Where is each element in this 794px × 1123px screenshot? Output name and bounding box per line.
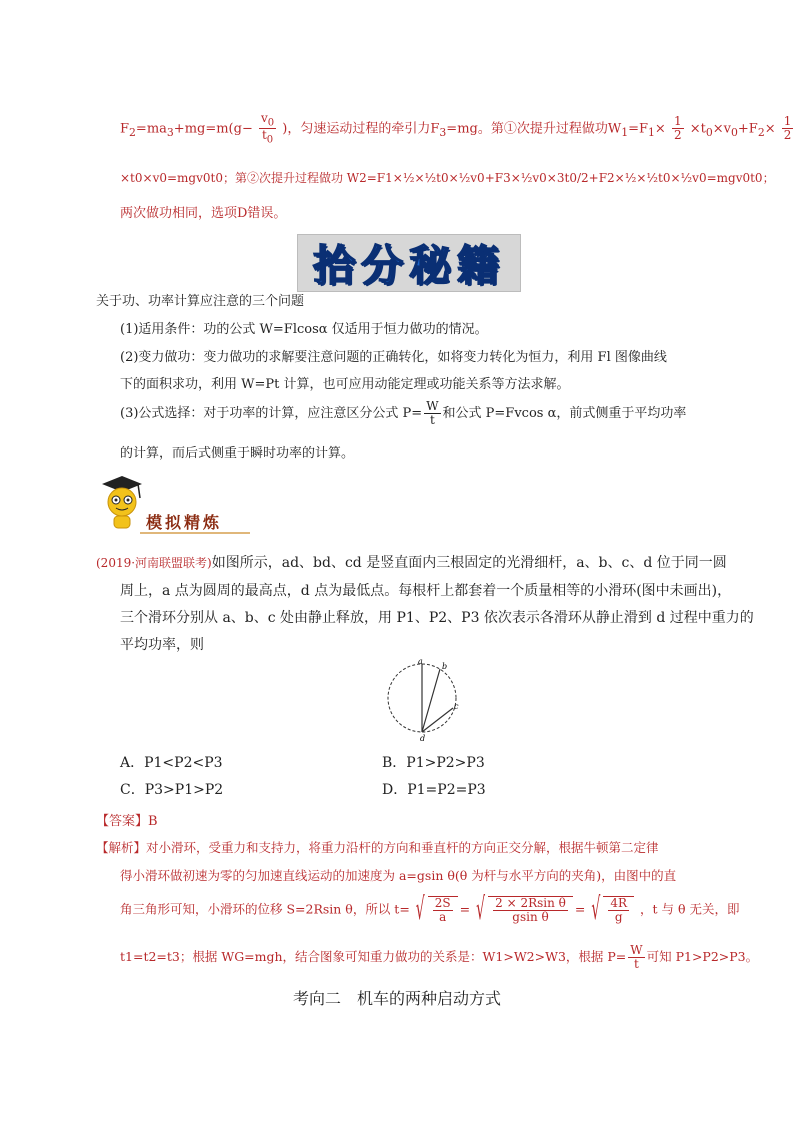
option-d: D．P1=P2=P3 — [382, 782, 486, 798]
solution-line-1: $F_2=ma_3+mg=m(g-$ $\frac{v_0}{t_0}$ )，匀速运动过程的牵引力$F_3=mg$。第①次提升过程做功$W_1=F_1\times$ $\frac{1}{2}$ $\times t_0\times v_0+F_2\times$ $\frac{1}{2}$ — [120, 111, 792, 146]
solution-line-2: ×t0×v0=mgv0t0；第②次提升过程做功 W2=F1×½×½t0×½v0+F3×½v0×3t0/2+F2×½×½t0×½v0=mgv0t0； — [120, 171, 775, 185]
label-b: b — [442, 662, 448, 671]
tips-banner — [297, 234, 521, 292]
answer-tag: 【答案】 — [96, 814, 149, 829]
tip-item-3-line-1: (3)公式选择：对于功率的计算，应注意区分公式 P= $\frac{W}{t}$ 和公式 P=Fvcos α，前式侧重于平均功率 — [120, 399, 687, 428]
label-c: c — [454, 702, 459, 711]
analysis-line-4: t1=t2=t3；根据 WG=mgh，结合图象可知重力做功的关系是：W1>W2>W3，根据 P= $\frac{W}{t}$ 可知 P1>P2>P3。 — [120, 943, 759, 972]
fraction-v0-t0: $\frac{v_0}{t_0}$ — [261, 111, 275, 146]
question-line-4: 平均功率，则 — [120, 637, 204, 653]
tip-item-3-line-2: 的计算，而后式侧重于瞬时功率的计算。 — [120, 446, 355, 461]
fraction-w-t-analysis: $\frac{W}{t}$ — [630, 943, 643, 972]
analysis-line-3: 角三角形可知，小滑环的位移 S=2Rsin θ，所以 t= √ $\frac{2S}{a}$ = √ $\frac{\text{2 × 2Rsin θ}}{\text{gsin θ}}$ = √ $\frac{4R}{g}$ ，t 与 θ 无关，即 — [120, 896, 740, 924]
label-d: d — [420, 734, 426, 742]
analysis-line-1: 【解析】对小滑环，受重力和支持力，将重力沿杆的方向和垂直杆的方向正交分解，根据牛顿第二定律 — [96, 840, 659, 855]
banner-title: 拾分秘籍 — [312, 241, 505, 290]
question-line-1: (2019·河南联盟联考)如图所示，ad、bd、cd 是竖直面内三根固定的光滑细杆，a、b、c、d 位于同一圆 — [96, 555, 727, 571]
fraction-half: $\frac{1}{2}$ — [673, 114, 682, 143]
cartoon-scholar-icon — [96, 474, 148, 532]
option-b: B．P1>P2>P3 — [382, 755, 485, 771]
question-line-3: 三个滑环分别从 a、b、c 处由静止释放，用 P1、P2、P3 依次表示各滑环从静止滑到 d 过程中重力的 — [120, 610, 754, 626]
section-underline — [140, 532, 250, 534]
next-section-heading: 考向二 机车的两种启动方式 — [292, 989, 501, 1008]
answer-value: B — [148, 814, 158, 829]
tip-item-2-line-1: (2)变力做功：变力做功的求解要注意问题的正确转化，如将变力转化为恒力，利用 Fl 图像曲线 — [120, 350, 667, 365]
option-a: A．P1<P2<P3 — [120, 755, 223, 771]
circle-diagram — [382, 658, 462, 742]
label-a: a — [418, 658, 423, 666]
question-line-2: 周上，a 点为圆周的最高点，d 点为最低点。每根杆上都套着一个质量相等的小滑环(图中未画出)， — [120, 583, 732, 599]
sqrt-2s-over-a: √ $\frac{2S}{a}$ — [416, 896, 458, 924]
answer — [96, 814, 158, 830]
tip-item-1: (1)适用条件：功的公式 W=Flcosα 仅适用于恒力做功的情况。 — [120, 322, 488, 337]
sqrt-4r-over-g: √ $\frac{4R}{g}$ — [591, 896, 634, 924]
analysis-tag: 【解析】 — [96, 840, 147, 855]
option-c: C．P3>P1>P2 — [120, 782, 224, 798]
sqrt-expanded: √ $\frac{\text{2 × 2Rsin θ}}{\text{gsin θ}}$ — [476, 896, 573, 924]
question-source: (2019·河南联盟联考) — [96, 556, 212, 570]
fraction-w-t: $\frac{W}{t}$ — [426, 399, 439, 428]
tips-heading: 关于功、功率计算应注意的三个问题 — [96, 294, 305, 309]
solution-line-3: 两次做功相同，选项D错误。 — [120, 206, 287, 221]
section-label: 模拟精炼 — [146, 513, 223, 532]
tip-item-2-line-2: 下的面积求功，利用 W=Pt 计算，也可应用动能定理或功能关系等方法求解。 — [120, 377, 570, 392]
analysis-line-2: 得小滑环做初速为零的匀加速直线运动的加速度为 a=gsin θ(θ 为杆与水平方向的夹角)，由图中的直 — [120, 868, 677, 883]
fraction-half: $\frac{1}{2}$ — [783, 114, 792, 143]
